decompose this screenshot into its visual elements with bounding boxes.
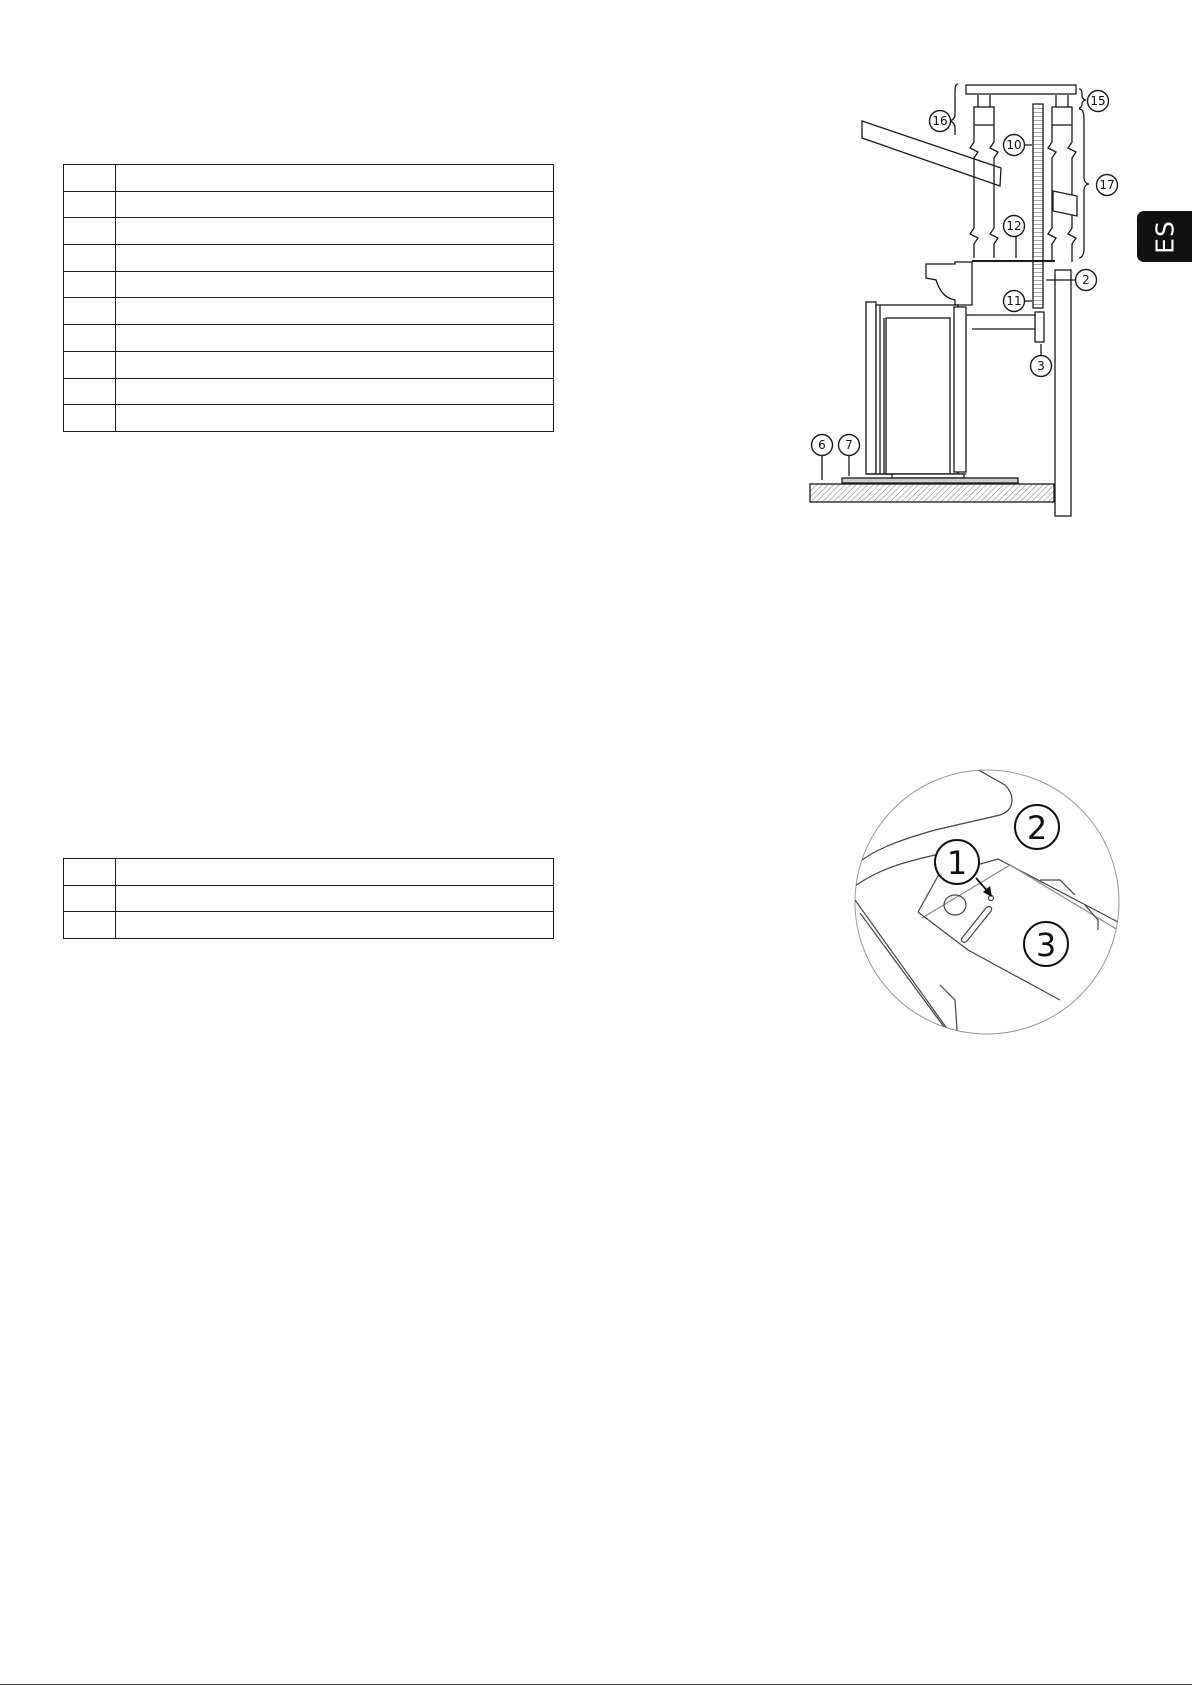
callout-15: 15 xyxy=(1090,94,1106,108)
callout-7: 7 xyxy=(845,438,853,452)
detail-callout-3: 3 xyxy=(1035,926,1057,964)
callout-10: 10 xyxy=(1006,138,1022,152)
callout-3: 3 xyxy=(1037,359,1045,373)
callout-11: 11 xyxy=(1006,294,1022,308)
callout-6: 6 xyxy=(818,438,826,452)
callout-12: 12 xyxy=(1006,219,1022,233)
callout-17: 17 xyxy=(1099,178,1115,192)
detail-callout-2: 2 xyxy=(1026,809,1048,847)
callout-2: 2 xyxy=(1082,273,1090,287)
detail-callout-1: 1 xyxy=(946,844,968,882)
callout-16: 16 xyxy=(932,114,948,128)
language-tab-label: ES xyxy=(1150,219,1179,254)
